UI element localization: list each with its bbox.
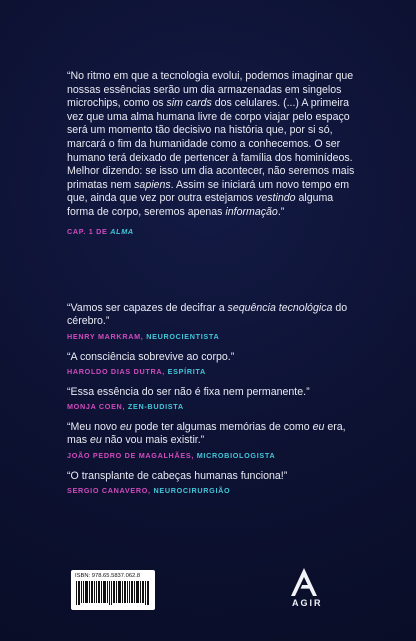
publisher-name: AGIR: [292, 598, 323, 608]
quote-segment: .”: [277, 205, 285, 218]
quote-segment: “Essa essência do ser não é fixa nem permanente.”: [67, 385, 310, 398]
short-quote-monja-coen: [67, 386, 359, 411]
quote-segment: alguma forma de corpo, seremos apenas: [67, 192, 334, 218]
quote-attribution: [67, 402, 359, 411]
short-quote-joao-pedro-de-magalhaes: [67, 421, 359, 460]
quote-italic-segment: eu: [89, 434, 102, 447]
quote-segment: do cérebro.”: [67, 302, 348, 328]
quote-italic-segment: informação: [225, 205, 278, 218]
quote-text: [67, 470, 359, 483]
quote-author-role: ZEN-BUDISTA: [127, 402, 184, 412]
quote-attribution: [67, 451, 359, 460]
quote-text: [67, 421, 359, 448]
citation-prefix: CAP. 1 DE: [67, 226, 111, 236]
quote-text: [67, 386, 359, 399]
quote-segment: “No ritmo em que a tecnologia evolui, podemos imaginar que nossas essências serão um dia armazenadas em singelos microchips, como os: [67, 70, 354, 110]
quote-segment: “Meu novo: [67, 421, 120, 434]
short-quote-haroldo-dias-dutra: [67, 351, 359, 376]
quote-italic-segment: sim cards: [166, 97, 212, 110]
quote-author-role: NEUROCIENTISTA: [146, 331, 220, 341]
quote-segment: dos celulares. (...) A primeira vez que uma alma humana livre de corpo viajar pelo espaço será um momento tão decisivo na história que, por si só, marcará o fim da humanidade como a conhecemos. O ser humano terá deixado de pertencer à família dos hominídeos. Melhor dizendo: se isso um dia acontecer, não seremos mais primatas nem: [67, 97, 355, 191]
quote-attribution: [67, 367, 359, 376]
quote-segment: . Assim se iniciará um novo tempo em que, ainda que vez por outra estejamos: [67, 178, 350, 205]
quote-author-name: HENRY MARKRAM,: [67, 331, 147, 341]
quote-italic-segment: eu: [312, 421, 325, 434]
quote-segment: pode ter algumas memórias de como: [131, 421, 313, 434]
quote-segment: “A consciência sobrevive ao corpo.”: [67, 350, 235, 363]
main-quote-text: [67, 70, 359, 220]
short-quote-sergio-canavero: [67, 470, 359, 495]
quote-text: [67, 351, 359, 364]
quote-segment: não vou mais existir.”: [101, 434, 205, 447]
main-quote: [67, 70, 359, 238]
quote-italic-segment: eu: [120, 421, 132, 434]
main-quote-citation: [67, 225, 359, 239]
quote-attribution: [67, 332, 359, 341]
isbn-text: ISBN: 978.65.5837.062.8: [75, 573, 141, 579]
short-quotes-list: [67, 302, 359, 505]
quote-italic-segment: sequência tecnológica: [227, 302, 333, 314]
quote-segment: “O transplante de cabeças humanas funciona!”: [67, 469, 288, 482]
quote-segment: “Vamos ser capazes de decifrar a: [67, 302, 228, 314]
quote-attribution: [67, 486, 359, 495]
short-quote-henry-markram: [67, 302, 359, 341]
barcode-icon: [75, 581, 151, 605]
quote-author-name: MONJA COEN,: [67, 402, 128, 412]
citation-book-title: ALMA: [110, 226, 134, 236]
quote-author-role: NEUROCIRURGIÃO: [153, 486, 231, 496]
quote-text: [67, 302, 359, 329]
quote-author-role: ESPÍRITA: [167, 366, 206, 376]
quote-author-name: HAROLDO DIAS DUTRA,: [67, 366, 168, 376]
agir-a-logo-icon: [285, 566, 323, 598]
quote-author-role: MICROBIOLOGISTA: [196, 450, 276, 460]
quote-author-name: JOÃO PEDRO DE MAGALHÃES,: [67, 450, 197, 460]
quote-italic-segment: sapiens: [134, 178, 171, 191]
isbn-barcode: [71, 570, 155, 610]
quote-segment: era, mas: [67, 421, 346, 447]
quote-author-name: SERGIO CANAVERO,: [67, 486, 154, 496]
quote-italic-segment: vestindo: [256, 192, 296, 205]
